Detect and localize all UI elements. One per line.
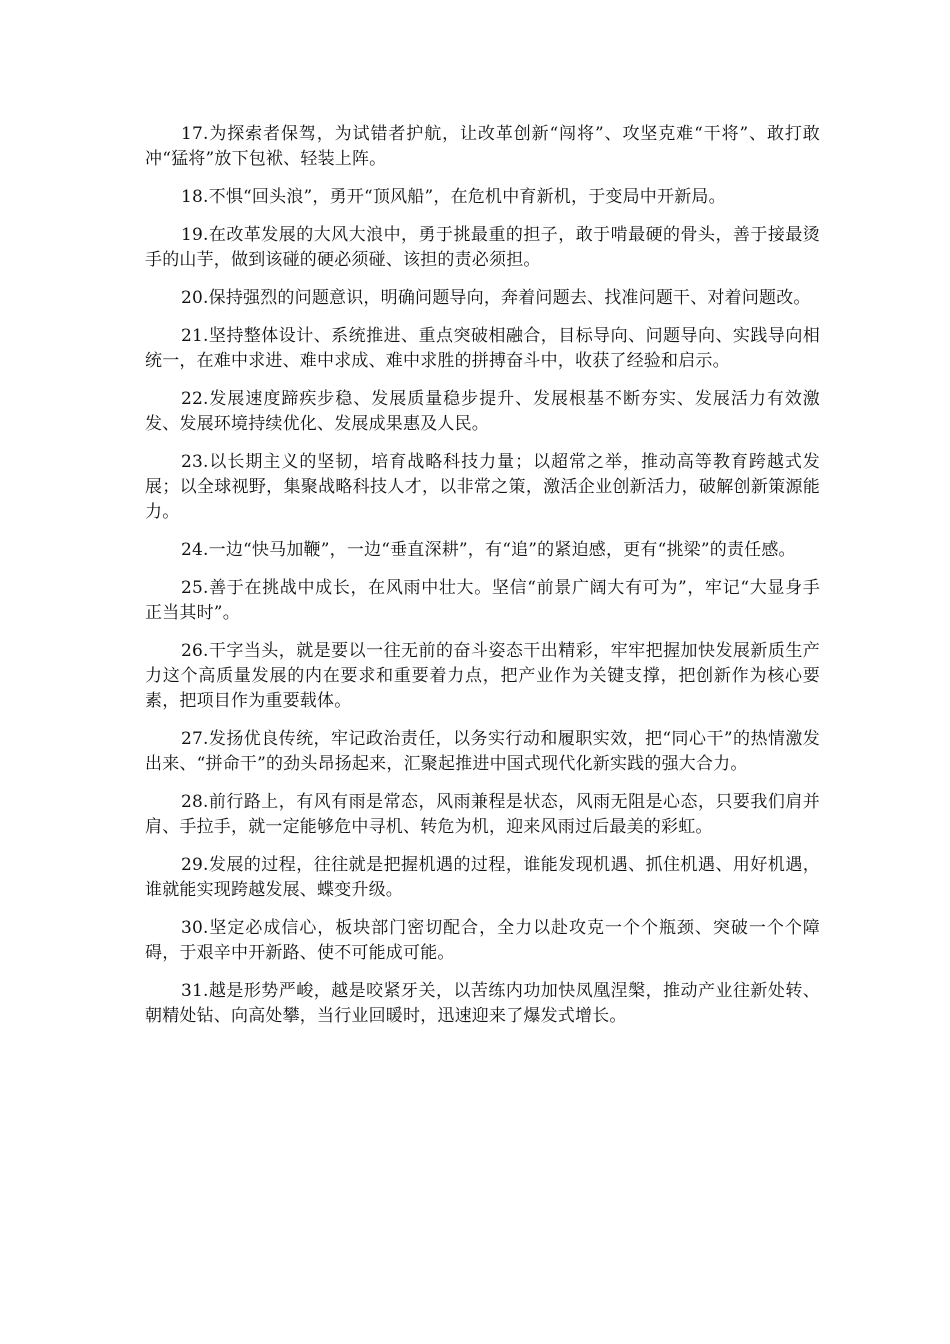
paragraph-25: 25.善于在挑战中成长，在风雨中壮大。坚信“前景广阔大有可为”，牢记“大显身手正当其时”。: [145, 578, 820, 623]
paragraph-27: 27.发扬优良传统，牢记政治责任，以务实行动和履职实效，把“同心干”的热情激发出来、“拼命干”的劲头昂扬起来，汇聚起推进中国式现代化新实践的强大合力。: [145, 729, 820, 774]
paragraph-19: 19.在改革发展的大风大浪中，勇于挑最重的担子，敢于啃最硬的骨头，善于接最烫手的山芋，做到该碰的硬必须碰、该担的责必须担。: [145, 225, 820, 270]
paragraph-26: 26.干字当头，就是要以一往无前的奋斗姿态干出精彩，牢牢把握加快发展新质生产力这个高质量发展的内在要求和重要着力点，把产业作为关键支撑，把创新作为核心要素，把项目作为重要载体。: [145, 641, 820, 711]
paragraph-31: 31.越是形势严峻，越是咬紧牙关，以苦练内功加快凤凰涅槃，推动产业往新处转、朝精处钻、向高处攀，当行业回暖时，迅速迎来了爆发式增长。: [145, 981, 820, 1026]
paragraph-23: 23.以长期主义的坚韧，培育战略科技力量；以超常之举，推动高等教育跨越式发展；以全球视野，集聚战略科技人才，以非常之策，激活企业创新活力，破解创新策源能力。: [145, 452, 820, 522]
document-body: [145, 122, 820, 1042]
paragraph-24: 24.一边“快马加鞭”，一边“垂直深耕”，有“追”的紧迫感，更有“挑梁”的责任感。: [181, 540, 796, 560]
paragraph-30: 30.坚定必成信心，板块部门密切配合，全力以赴攻克一个个瓶颈、突破一个个障碍，于艰辛中开新路、使不可能成可能。: [145, 918, 820, 963]
paragraph-20: 20.保持强烈的问题意识，明确问题导向，奔着问题去、找准问题干、对着问题改。: [181, 288, 811, 308]
paragraph-29: 29.发展的过程，往往就是把握机遇的过程，谁能发现机遇、抓住机遇、用好机遇，谁就能实现跨越发展、蝶变升级。: [145, 855, 820, 900]
paragraph-21: 21.坚持整体设计、系统推进、重点突破相融合，目标导向、问题导向、实践导向相统一，在难中求进、难中求成、难中求胜的拼搏奋斗中，收获了经验和启示。: [145, 326, 820, 371]
paragraph-28: 28.前行路上，有风有雨是常态，风雨兼程是状态，风雨无阻是心态，只要我们肩并肩、手拉手，就一定能够危中寻机、转危为机，迎来风雨过后最美的彩虹。: [145, 792, 820, 837]
paragraph-17: 17.为探索者保驾，为试错者护航，让改革创新“闯将”、攻坚克难“干将”、敢打敢冲“猛将”放下包袱、轻装上阵。: [145, 124, 820, 169]
paragraph-18: 18.不惧“回头浪”，勇开“顶风船”，在危机中育新机，于变局中开新局。: [181, 187, 726, 207]
paragraph-22: 22.发展速度蹄疾步稳、发展质量稳步提升、发展根基不断夯实、发展活力有效激发、发展环境持续优化、发展成果惠及人民。: [145, 389, 820, 434]
